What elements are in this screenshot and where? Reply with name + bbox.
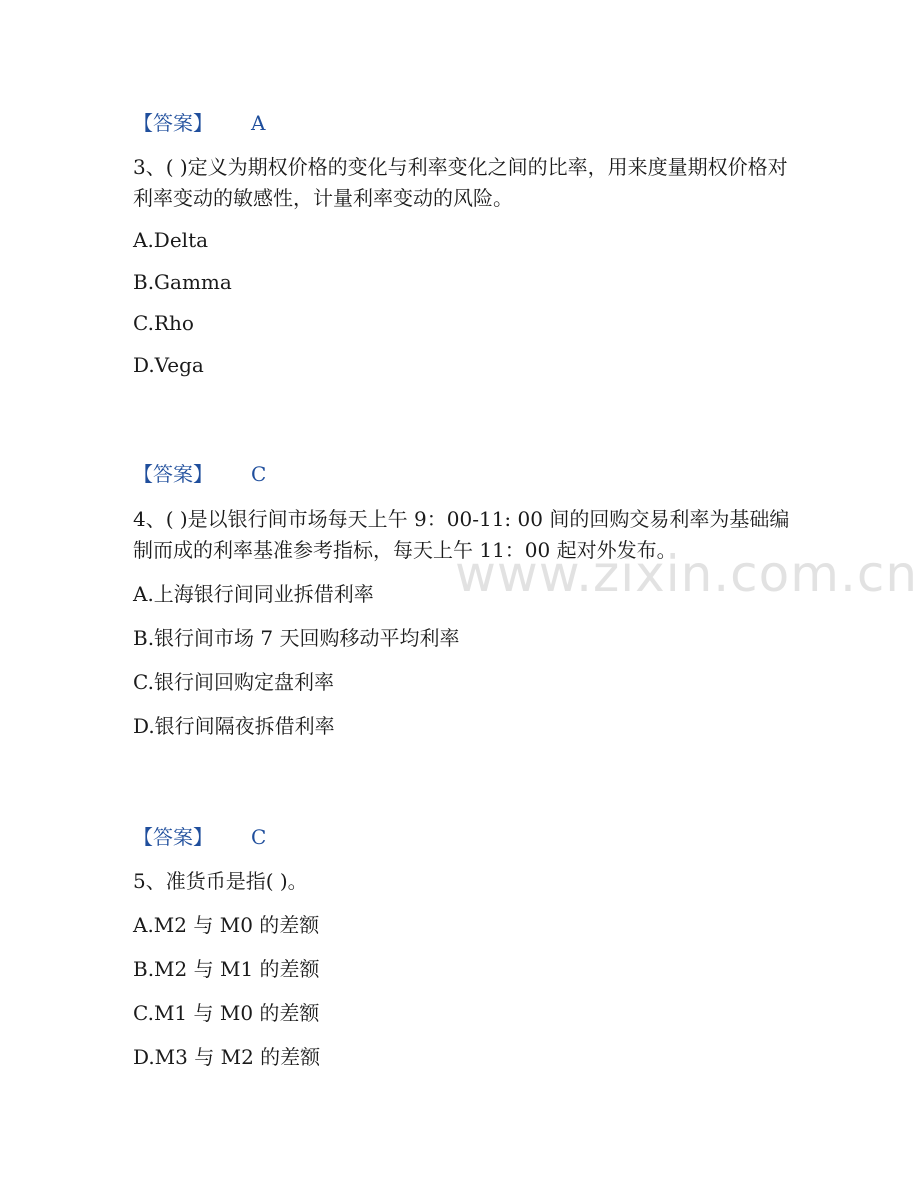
question-3: 3、( )定义为期权价格的变化与利率变化之间的比率，用来度量期权价格对利率变动的敏感性，计量利率变动的风险。 bbox=[133, 155, 788, 210]
answer-value: A bbox=[251, 111, 266, 135]
option-5a: A.M2 与 M0 的差额 bbox=[133, 913, 320, 937]
answer-value: C bbox=[251, 825, 267, 849]
option-3d: D.Vega bbox=[133, 353, 204, 377]
question-5: 5、准货币是指( )。 bbox=[133, 869, 308, 893]
option-3b: B.Gamma bbox=[133, 270, 232, 294]
answer-line-1 bbox=[133, 108, 265, 138]
option-3c: C.Rho bbox=[133, 311, 194, 335]
answer-label: 【答案】 bbox=[133, 825, 213, 849]
answer-value: C bbox=[251, 462, 267, 486]
option-4d: D.银行间隔夜拆借利率 bbox=[133, 714, 335, 738]
option-4c: C.银行间回购定盘利率 bbox=[133, 670, 334, 694]
option-4b: B.银行间市场 7 天回购移动平均利率 bbox=[133, 626, 460, 650]
answer-label: 【答案】 bbox=[133, 462, 213, 486]
watermark: www.zixin.com.cn bbox=[455, 545, 919, 603]
answer-line-2 bbox=[133, 459, 266, 489]
answer-line-3 bbox=[133, 822, 266, 852]
answer-label: 【答案】 bbox=[133, 111, 213, 135]
option-5d: D.M3 与 M2 的差额 bbox=[133, 1045, 321, 1069]
option-4a: A.上海银行间同业拆借利率 bbox=[133, 582, 374, 606]
option-5b: B.M2 与 M1 的差额 bbox=[133, 957, 320, 981]
option-3a: A.Delta bbox=[133, 228, 209, 252]
question-4: 4、( )是以银行间市场每天上午 9：00-11: 00 间的回购交易利率为基础编制而成的利率基准参考指标，每天上午 11：00 起对外发布。 bbox=[133, 507, 790, 562]
option-5c: C.M1 与 M0 的差额 bbox=[133, 1001, 320, 1025]
